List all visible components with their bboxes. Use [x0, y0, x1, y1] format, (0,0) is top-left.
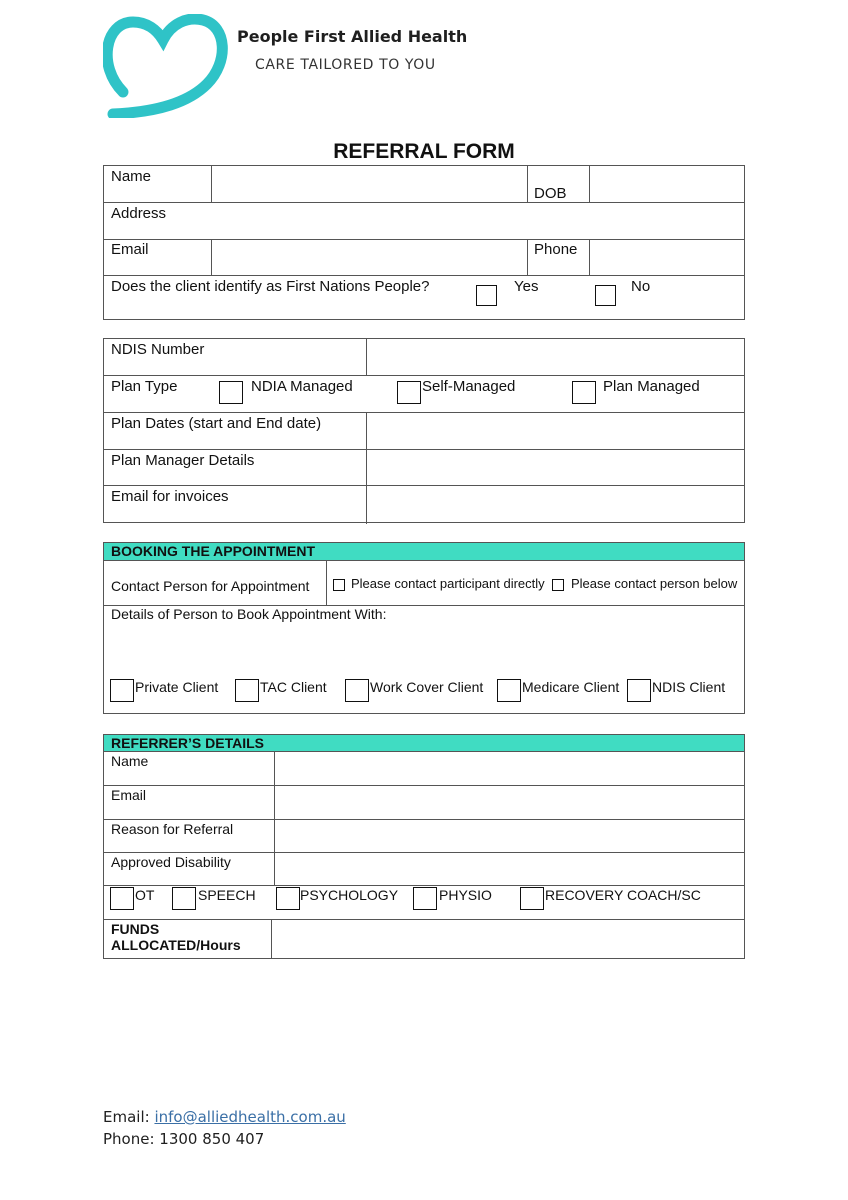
booking-table	[103, 542, 745, 714]
ndis-client-label: NDIS Client	[652, 679, 726, 695]
referral-reason-field[interactable]	[275, 820, 744, 852]
footer-phone-prefix: Phone:	[103, 1130, 160, 1148]
medicare-client-checkbox[interactable]	[497, 679, 521, 702]
referral-reason-label: Reason for Referral	[111, 821, 234, 837]
funds-allocated-field[interactable]	[272, 920, 744, 958]
brand-name: People First Allied Health	[237, 27, 468, 46]
ot-label: OT	[135, 887, 155, 903]
recovery-coach-label: RECOVERY COACH/SC	[545, 887, 701, 903]
first-nations-yes-checkbox[interactable]	[476, 285, 497, 306]
dob-field[interactable]	[590, 166, 744, 202]
booking-details-field[interactable]	[104, 624, 744, 676]
address-label: Address	[111, 205, 167, 222]
ot-checkbox[interactable]	[110, 887, 134, 910]
footer-phone-number: 1300 850 407	[159, 1130, 265, 1148]
plan-dates-label: Plan Dates (start and End date)	[111, 415, 322, 432]
ndis-number-field[interactable]	[367, 339, 744, 375]
recovery-coach-checkbox[interactable]	[520, 887, 544, 910]
form-title: REFERRAL FORM	[333, 140, 515, 163]
physio-label: PHYSIO	[439, 887, 492, 903]
client-name-field[interactable]	[212, 166, 527, 202]
speech-label: SPEECH	[198, 887, 256, 903]
ndis-details-table	[103, 338, 745, 523]
plan-self-managed-label: Self-Managed	[422, 378, 516, 395]
invoice-email-field[interactable]	[367, 486, 744, 522]
referrer-details-table	[103, 734, 745, 959]
psychology-label: PSYCHOLOGY	[300, 887, 399, 903]
private-client-label: Private Client	[135, 679, 219, 695]
referrer-heading: REFERRER’S DETAILS	[104, 735, 744, 752]
contact-person-label: Contact Person for Appointment	[111, 578, 310, 594]
contact-person-below-checkbox[interactable]	[552, 579, 564, 591]
client-email-field[interactable]	[212, 240, 527, 275]
heart-outline-logo-icon	[103, 14, 233, 118]
dob-label: DOB	[534, 185, 567, 202]
referrer-name-label: Name	[111, 753, 149, 769]
plan-self-managed-checkbox[interactable]	[397, 381, 421, 404]
plan-ndia-managed-label: NDIA Managed	[251, 378, 353, 395]
work-cover-client-label: Work Cover Client	[370, 679, 484, 695]
footer-email-link[interactable]: info@alliedhealth.com.au	[154, 1108, 346, 1126]
funds-allocated-label-line1: FUNDS	[111, 921, 160, 937]
plan-plan-managed-checkbox[interactable]	[572, 381, 596, 404]
speech-checkbox[interactable]	[172, 887, 196, 910]
psychology-checkbox[interactable]	[276, 887, 300, 910]
physio-checkbox[interactable]	[413, 887, 437, 910]
ndis-client-checkbox[interactable]	[627, 679, 651, 702]
private-client-checkbox[interactable]	[110, 679, 134, 702]
first-nations-yes-label: Yes	[514, 278, 539, 295]
tac-client-label: TAC Client	[260, 679, 327, 695]
ndis-number-label: NDIS Number	[111, 341, 205, 358]
client-details-table	[103, 165, 745, 320]
brand-tagline: CARE TAILORED TO YOU	[255, 57, 436, 73]
client-email-label: Email	[111, 241, 149, 258]
logo	[103, 14, 471, 118]
approved-disability-label: Approved Disability	[111, 854, 231, 870]
plan-plan-managed-label: Plan Managed	[603, 378, 700, 395]
plan-ndia-managed-checkbox[interactable]	[219, 381, 243, 404]
footer-email-prefix: Email:	[103, 1108, 155, 1126]
plan-manager-field[interactable]	[367, 450, 744, 485]
booking-details-label: Details of Person to Book Appointment With:	[111, 606, 387, 622]
plan-dates-field[interactable]	[367, 413, 744, 449]
contact-participant-label: Please contact participant directly	[351, 576, 545, 591]
medicare-client-label: Medicare Client	[522, 679, 620, 695]
tac-client-checkbox[interactable]	[235, 679, 259, 702]
phone-field[interactable]	[590, 240, 744, 275]
funds-allocated-label-line2: ALLOCATED/Hours	[111, 937, 241, 953]
invoice-email-label: Email for invoices	[111, 488, 229, 505]
referrer-email-field[interactable]	[275, 786, 744, 819]
work-cover-client-checkbox[interactable]	[345, 679, 369, 702]
contact-person-below-label: Please contact person below	[571, 576, 738, 591]
phone-label: Phone	[534, 241, 578, 258]
first-nations-no-checkbox[interactable]	[595, 285, 616, 306]
footer-phone	[103, 1130, 264, 1148]
footer-email	[103, 1108, 346, 1126]
address-field[interactable]	[212, 203, 744, 239]
first-nations-question: Does the client identify as First Nations People?	[111, 278, 430, 295]
referrer-email-label: Email	[111, 787, 147, 803]
approved-disability-field[interactable]	[275, 853, 744, 885]
booking-heading: BOOKING THE APPOINTMENT	[104, 543, 744, 561]
plan-type-label: Plan Type	[111, 378, 178, 395]
referrer-name-field[interactable]	[275, 753, 744, 785]
first-nations-no-label: No	[631, 278, 651, 295]
contact-participant-checkbox[interactable]	[333, 579, 345, 591]
plan-manager-label: Plan Manager Details	[111, 452, 255, 469]
client-name-label: Name	[111, 168, 152, 185]
